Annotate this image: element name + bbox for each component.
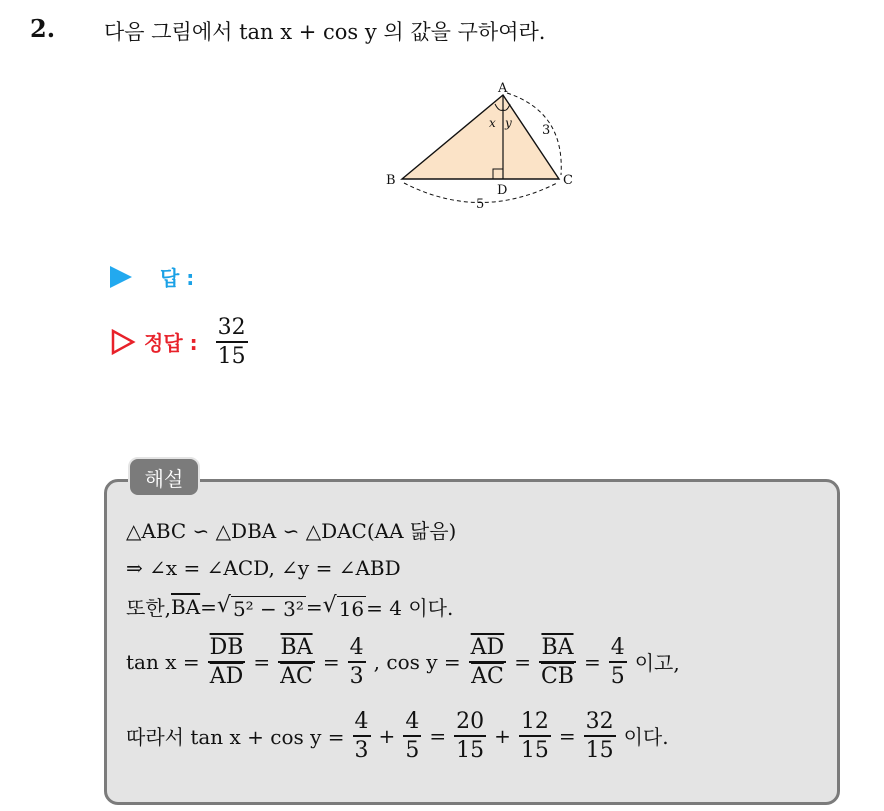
solution-tab: 해설: [128, 457, 200, 497]
label-x: x: [489, 116, 496, 130]
correct-label: 정답 :: [144, 331, 198, 356]
triangle-figure: [380, 82, 580, 212]
label-y: y: [505, 116, 512, 130]
answer-label: 답 :: [160, 266, 195, 290]
solution-line-1: △ABC ∽ △DBA ∽ △DAC(AA 닮음): [126, 519, 457, 543]
label-side-bc: 5: [476, 197, 485, 212]
answer-row: [110, 262, 194, 291]
label-a: A: [498, 82, 508, 96]
label-d: D: [497, 183, 508, 198]
outline-play-icon: [110, 329, 136, 355]
sqrt-expression: √ 5² − 3²: [216, 592, 304, 621]
question-text: 다음 그림에서 tan x + cos y 의 값을 구하여라.: [104, 20, 546, 44]
segment-ba: $\overline{BA}$: [171, 594, 201, 619]
correct-fraction: [216, 316, 248, 368]
label-c: C: [563, 173, 573, 188]
sqrt-16: √ 16: [322, 592, 365, 621]
play-icon: [110, 266, 132, 288]
correct-numerator: 32: [217, 315, 246, 340]
label-b: B: [386, 173, 396, 188]
solution-line-3: 또한, $\overline{BA}$ = √ 5² − 3² = √ 16 = 4 이다.: [126, 592, 454, 621]
correct-denominator: 15: [217, 343, 246, 369]
solution-line-4: tan x = $\frac{\overline{DB}}{AD}$ = $\frac{\overline{BA}}{AC}$ = $\frac{4}{3}$ , cos y = $\frac{\overline{AD}}{AC}$ = $\frac{\overline{BA}}{CB}$ = $\frac{4}{5}$ 이고,: [126, 635, 680, 689]
correct-answer-row: [110, 316, 248, 368]
triangle-abc: [402, 95, 559, 179]
question-number: 2.: [30, 14, 56, 43]
solution-line-5: 따라서 tan x + cos y = $\frac{4}{3}$ + $\frac{4}{5}$ = $\frac{20}{15}$ + $\frac{12}{15}$ = $\frac{32}{15}$ 이다.: [126, 709, 669, 763]
label-side-ac: 3: [542, 123, 551, 138]
solution-line-2: ⇒ ∠x = ∠ACD, ∠y = ∠ABD: [126, 556, 401, 580]
